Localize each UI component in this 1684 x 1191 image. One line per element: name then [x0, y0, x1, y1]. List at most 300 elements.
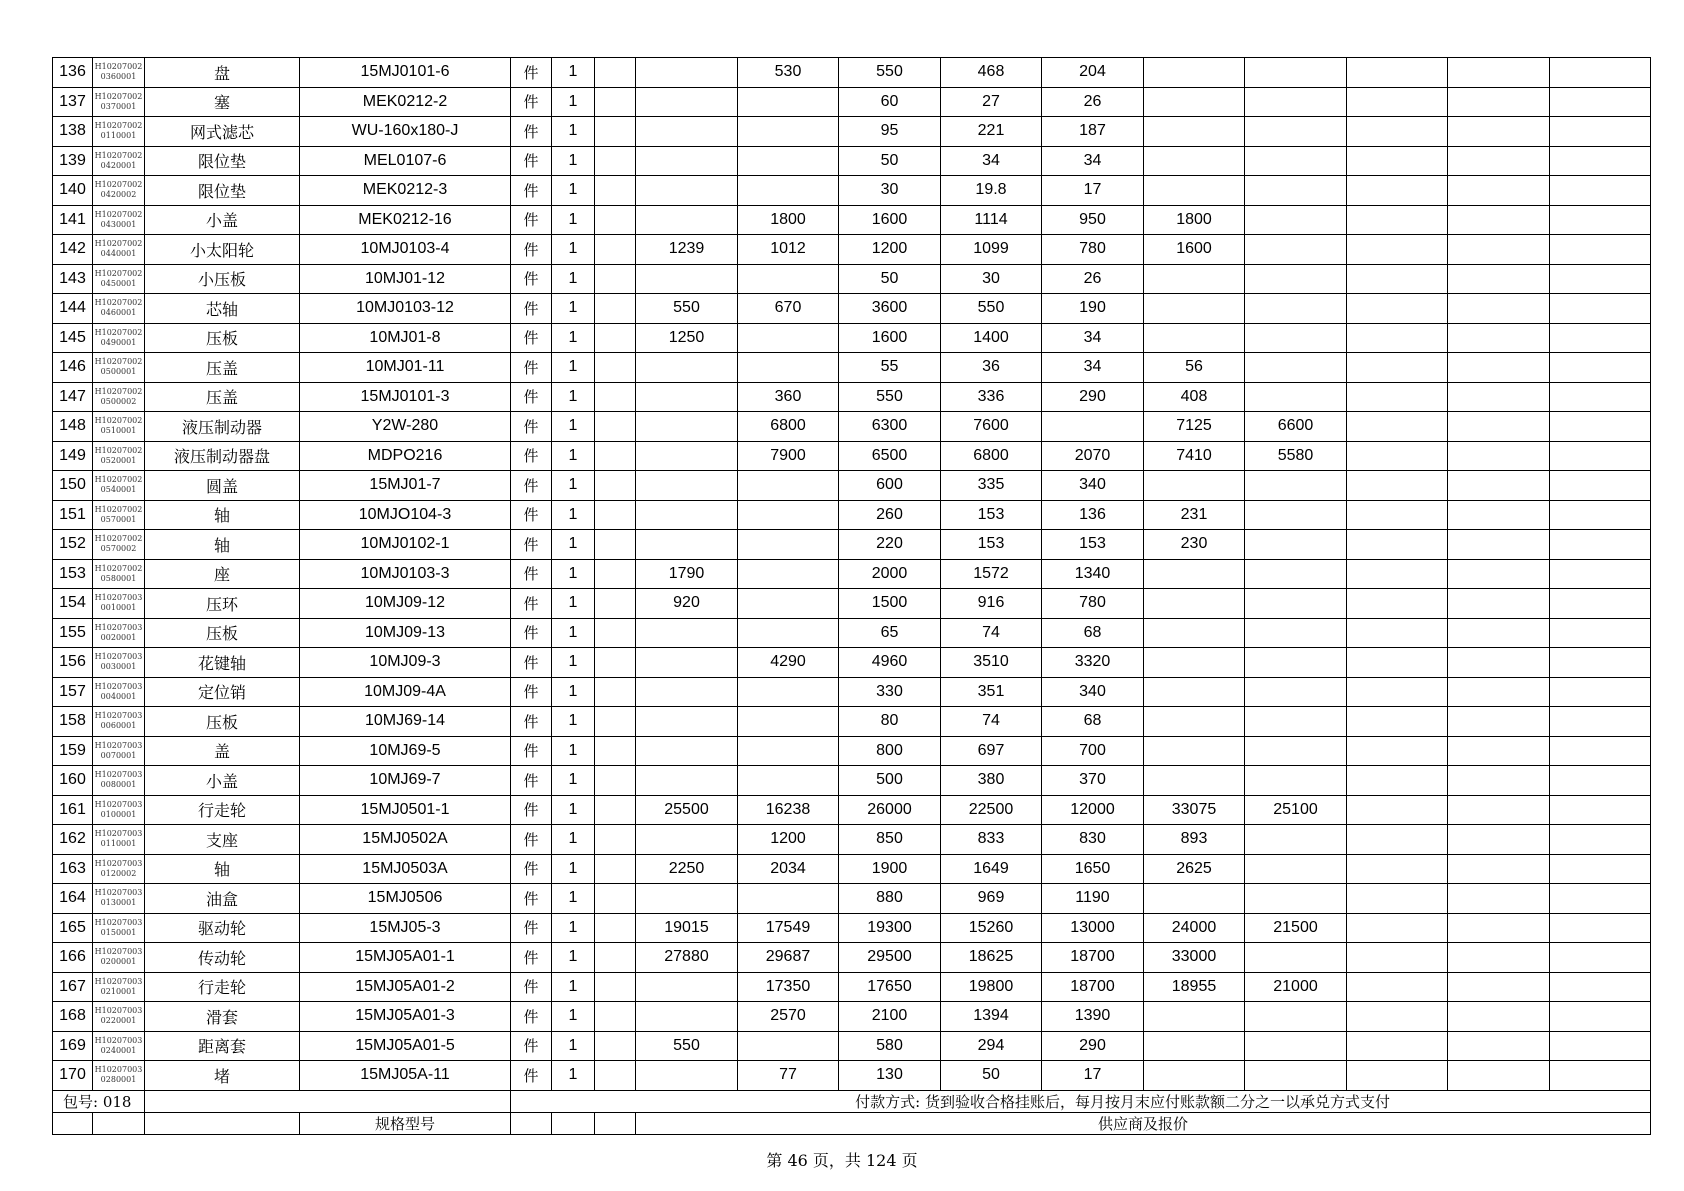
material-code-line: 0010001	[100, 603, 137, 613]
material-code	[93, 795, 145, 825]
spec-model: 10MJ01-12	[300, 264, 511, 294]
price-cell	[1347, 618, 1448, 648]
price-cell: 68	[1042, 618, 1144, 648]
material-code-line: H10207003	[94, 681, 143, 691]
price-cell	[1245, 618, 1347, 648]
price-cell	[1144, 648, 1245, 678]
material-code-line: 0360001	[100, 72, 137, 82]
material-code	[93, 1061, 145, 1091]
material-code	[93, 559, 145, 589]
price-cell	[1448, 176, 1550, 206]
price-cell: 34	[941, 146, 1042, 176]
price-cell	[1347, 205, 1448, 235]
table-row	[53, 736, 1651, 766]
price-cell	[1347, 87, 1448, 117]
price-cell	[595, 589, 636, 619]
price-cell	[1144, 1002, 1245, 1032]
price-cell	[595, 884, 636, 914]
material-code-line: 0580001	[100, 573, 137, 583]
part-name: 盘	[145, 58, 300, 88]
price-cell: 25100	[1245, 795, 1347, 825]
row-number: 140	[53, 176, 93, 206]
price-cell: 18700	[1042, 943, 1144, 973]
price-cell: 19800	[941, 972, 1042, 1002]
spec-model: 15MJ0506	[300, 884, 511, 914]
price-cell: 33075	[1144, 795, 1245, 825]
material-code	[93, 146, 145, 176]
table-row	[53, 1061, 1651, 1091]
spec-model: WU-160x180-J	[300, 117, 511, 147]
row-number: 168	[53, 1002, 93, 1032]
price-cell: 7410	[1144, 441, 1245, 471]
price-cell: 290	[1042, 1031, 1144, 1061]
unit: 件	[511, 972, 552, 1002]
quantity: 1	[552, 146, 595, 176]
row-number: 145	[53, 323, 93, 353]
part-name: 传动轮	[145, 943, 300, 973]
material-code	[93, 1002, 145, 1032]
material-code	[93, 854, 145, 884]
price-cell: 380	[941, 766, 1042, 796]
material-code	[93, 884, 145, 914]
price-cell	[595, 264, 636, 294]
part-name: 压板	[145, 707, 300, 737]
material-code-line: H10207002	[94, 121, 143, 131]
row-number: 147	[53, 382, 93, 412]
unit: 件	[511, 58, 552, 88]
price-cell	[738, 323, 839, 353]
unit: 件	[511, 294, 552, 324]
part-name: 网式滤芯	[145, 117, 300, 147]
price-cell	[1245, 235, 1347, 265]
price-cell	[595, 1031, 636, 1061]
part-name: 轴	[145, 500, 300, 530]
price-cell	[1550, 323, 1651, 353]
price-cell	[1144, 618, 1245, 648]
price-cell: 17549	[738, 913, 839, 943]
material-code	[93, 176, 145, 206]
material-code-line: H10207002	[94, 150, 143, 160]
spec-model: 15MJ05A01-5	[300, 1031, 511, 1061]
price-cell	[1347, 677, 1448, 707]
material-code-line: H10207002	[94, 239, 143, 249]
price-cell: 19.8	[941, 176, 1042, 206]
price-cell	[1448, 294, 1550, 324]
price-cell	[1347, 412, 1448, 442]
price-cell: 130	[839, 1061, 941, 1091]
table-row	[53, 294, 1651, 324]
price-cell	[1347, 441, 1448, 471]
price-cell	[1245, 87, 1347, 117]
price-cell: 7900	[738, 441, 839, 471]
price-cell: 1390	[1042, 1002, 1144, 1032]
price-cell	[1448, 264, 1550, 294]
material-code	[93, 87, 145, 117]
price-cell	[1347, 353, 1448, 383]
part-name: 芯轴	[145, 294, 300, 324]
price-cell	[1245, 500, 1347, 530]
price-cell: 3600	[839, 294, 941, 324]
table-row	[53, 943, 1651, 973]
price-cell	[1448, 1002, 1550, 1032]
price-cell: 500	[839, 766, 941, 796]
price-cell: 1400	[941, 323, 1042, 353]
price-cell	[738, 677, 839, 707]
price-cell: 468	[941, 58, 1042, 88]
row-number: 144	[53, 294, 93, 324]
quantity: 1	[552, 294, 595, 324]
price-cell: 550	[636, 294, 738, 324]
price-cell	[1550, 471, 1651, 501]
unit: 件	[511, 1002, 552, 1032]
table-row	[53, 117, 1651, 147]
price-cell	[636, 382, 738, 412]
table-row	[53, 1031, 1651, 1061]
material-code-line: H10207002	[94, 298, 143, 308]
material-code	[93, 294, 145, 324]
price-cell	[1347, 176, 1448, 206]
material-code-line: 0570001	[100, 514, 137, 524]
part-name: 轴	[145, 854, 300, 884]
price-cell	[1347, 766, 1448, 796]
row-number: 163	[53, 854, 93, 884]
price-cell: 2100	[839, 1002, 941, 1032]
part-name: 定位销	[145, 677, 300, 707]
price-cell: 74	[941, 707, 1042, 737]
price-cell	[1347, 530, 1448, 560]
price-cell	[1245, 1031, 1347, 1061]
price-cell	[1245, 530, 1347, 560]
table-row	[53, 500, 1651, 530]
price-cell	[1448, 854, 1550, 884]
price-cell	[1347, 1002, 1448, 1032]
price-cell	[1144, 559, 1245, 589]
price-cell	[636, 618, 738, 648]
header-cell	[595, 1112, 636, 1134]
material-code-line: 0500002	[100, 396, 137, 406]
table-row	[53, 589, 1651, 619]
row-number: 153	[53, 559, 93, 589]
price-cell: 330	[839, 677, 941, 707]
price-cell: 1650	[1042, 854, 1144, 884]
price-cell	[1550, 294, 1651, 324]
price-cell	[1550, 736, 1651, 766]
table-row	[53, 1002, 1651, 1032]
price-cell	[1448, 648, 1550, 678]
price-cell	[738, 87, 839, 117]
header-cell	[53, 1112, 93, 1134]
material-code-line: 0440001	[100, 249, 137, 259]
unit: 件	[511, 943, 552, 973]
material-code-line: 0040001	[100, 691, 137, 701]
material-code	[93, 353, 145, 383]
price-cell: 670	[738, 294, 839, 324]
price-cell: 1200	[839, 235, 941, 265]
price-cell	[1245, 943, 1347, 973]
price-cell: 780	[1042, 589, 1144, 619]
unit: 件	[511, 825, 552, 855]
price-cell: 221	[941, 117, 1042, 147]
price-cell	[1245, 264, 1347, 294]
price-cell	[1550, 500, 1651, 530]
row-number: 146	[53, 353, 93, 383]
material-code-line: H10207002	[94, 209, 143, 219]
price-cell	[1448, 500, 1550, 530]
price-cell	[1448, 323, 1550, 353]
table-row	[53, 382, 1651, 412]
price-cell	[595, 58, 636, 88]
material-code-line: 0510001	[100, 426, 137, 436]
material-code-line: 0070001	[100, 750, 137, 760]
table-row	[53, 766, 1651, 796]
quantity: 1	[552, 677, 595, 707]
price-cell	[595, 500, 636, 530]
price-cell	[1144, 1061, 1245, 1091]
price-cell	[636, 353, 738, 383]
spec-model: 10MJ09-3	[300, 648, 511, 678]
material-code-line: H10207002	[94, 475, 143, 485]
price-cell	[1347, 884, 1448, 914]
price-cell	[1347, 854, 1448, 884]
price-cell: 360	[738, 382, 839, 412]
table-row	[53, 648, 1651, 678]
row-number: 157	[53, 677, 93, 707]
material-code-line: 0570002	[100, 544, 137, 554]
price-cell	[1144, 677, 1245, 707]
price-cell: 893	[1144, 825, 1245, 855]
price-cell	[595, 205, 636, 235]
row-number: 148	[53, 412, 93, 442]
price-cell: 290	[1042, 382, 1144, 412]
spec-model: MEK0212-16	[300, 205, 511, 235]
spec-model: 10MJ09-12	[300, 589, 511, 619]
quantity: 1	[552, 530, 595, 560]
row-number: 142	[53, 235, 93, 265]
price-cell	[595, 441, 636, 471]
price-cell	[636, 500, 738, 530]
table-row	[53, 264, 1651, 294]
part-name: 小太阳轮	[145, 235, 300, 265]
price-cell	[1347, 795, 1448, 825]
price-cell	[636, 677, 738, 707]
price-cell	[1550, 972, 1651, 1002]
unit: 件	[511, 766, 552, 796]
table-row	[53, 205, 1651, 235]
material-code	[93, 500, 145, 530]
material-code	[93, 648, 145, 678]
price-cell	[1245, 677, 1347, 707]
part-name: 压盖	[145, 353, 300, 383]
header-row	[53, 1112, 1651, 1134]
price-cell: 1340	[1042, 559, 1144, 589]
price-cell: 1250	[636, 323, 738, 353]
price-cell	[738, 176, 839, 206]
price-cell: 34	[1042, 146, 1144, 176]
price-cell	[1245, 736, 1347, 766]
unit: 件	[511, 382, 552, 412]
price-cell	[636, 58, 738, 88]
row-number: 151	[53, 500, 93, 530]
spec-model: 10MJ09-4A	[300, 677, 511, 707]
price-cell	[1245, 205, 1347, 235]
price-cell	[1448, 884, 1550, 914]
spec-model: 15MJ05A01-2	[300, 972, 511, 1002]
material-code-line: H10207003	[94, 858, 143, 868]
price-cell: 600	[839, 471, 941, 501]
part-name: 限位垫	[145, 146, 300, 176]
price-cell	[1144, 323, 1245, 353]
price-cell: 1200	[738, 825, 839, 855]
price-cell: 2000	[839, 559, 941, 589]
price-cell: 1114	[941, 205, 1042, 235]
unit: 件	[511, 677, 552, 707]
price-cell: 18625	[941, 943, 1042, 973]
material-code	[93, 766, 145, 796]
price-cell	[738, 707, 839, 737]
price-cell	[1347, 913, 1448, 943]
price-cell	[1347, 1061, 1448, 1091]
material-code	[93, 323, 145, 353]
price-cell	[1347, 943, 1448, 973]
price-cell: 34	[1042, 323, 1144, 353]
price-cell: 33000	[1144, 943, 1245, 973]
unit: 件	[511, 264, 552, 294]
price-cell: 1239	[636, 235, 738, 265]
price-cell	[636, 146, 738, 176]
price-cell: 916	[941, 589, 1042, 619]
price-cell	[595, 530, 636, 560]
spec-model: 15MJ05-3	[300, 913, 511, 943]
price-cell: 26000	[839, 795, 941, 825]
spec-model: 10MJ0103-4	[300, 235, 511, 265]
price-cell	[636, 648, 738, 678]
price-cell	[1550, 707, 1651, 737]
price-cell: 18700	[1042, 972, 1144, 1002]
price-cell	[1550, 530, 1651, 560]
price-cell	[595, 736, 636, 766]
price-cell	[1550, 264, 1651, 294]
row-number: 166	[53, 943, 93, 973]
price-cell: 26	[1042, 264, 1144, 294]
part-name: 圆盖	[145, 471, 300, 501]
material-code-line: H10207003	[94, 1006, 143, 1016]
price-cell	[1448, 58, 1550, 88]
price-cell: 95	[839, 117, 941, 147]
price-cell	[1347, 648, 1448, 678]
part-name: 塞	[145, 87, 300, 117]
quantity: 1	[552, 707, 595, 737]
price-cell: 2070	[1042, 441, 1144, 471]
price-cell	[1448, 146, 1550, 176]
price-cell: 950	[1042, 205, 1144, 235]
price-cell	[1245, 1002, 1347, 1032]
quantity: 1	[552, 471, 595, 501]
part-name: 滑套	[145, 1002, 300, 1032]
quantity: 1	[552, 1002, 595, 1032]
unit: 件	[511, 736, 552, 766]
price-cell	[1550, 117, 1651, 147]
price-cell	[1448, 382, 1550, 412]
quantity: 1	[552, 618, 595, 648]
price-cell: 21500	[1245, 913, 1347, 943]
price-cell	[738, 559, 839, 589]
price-cell: 5580	[1245, 441, 1347, 471]
price-cell	[1550, 412, 1651, 442]
price-cell: 700	[1042, 736, 1144, 766]
material-code-line: H10207002	[94, 563, 143, 573]
price-cell	[1448, 972, 1550, 1002]
material-code-line: 0030001	[100, 662, 137, 672]
table-row	[53, 825, 1651, 855]
price-cell	[1245, 854, 1347, 884]
unit: 件	[511, 117, 552, 147]
price-cell: 408	[1144, 382, 1245, 412]
price-cell	[1347, 382, 1448, 412]
part-name: 压板	[145, 323, 300, 353]
price-cell: 3320	[1042, 648, 1144, 678]
price-cell: 60	[839, 87, 941, 117]
part-name: 支座	[145, 825, 300, 855]
price-cell	[1550, 795, 1651, 825]
spec-model: 15MJ01-7	[300, 471, 511, 501]
material-code	[93, 117, 145, 147]
price-cell: 1012	[738, 235, 839, 265]
row-number: 160	[53, 766, 93, 796]
table-row	[53, 530, 1651, 560]
price-cell	[636, 972, 738, 1002]
price-cell	[1245, 294, 1347, 324]
material-code-line: H10207003	[94, 888, 143, 898]
material-code-line: H10207003	[94, 829, 143, 839]
spec-model: 15MJ0101-3	[300, 382, 511, 412]
price-cell	[595, 1002, 636, 1032]
price-cell	[1144, 58, 1245, 88]
payment-terms: 付款方式: 货到验收合格挂账后，每月按月末应付账款额二分之一以承兑方式支付	[511, 1090, 1651, 1112]
quantity: 1	[552, 205, 595, 235]
price-cell	[1550, 618, 1651, 648]
price-cell	[595, 87, 636, 117]
price-cell	[636, 1061, 738, 1091]
price-cell	[636, 766, 738, 796]
price-cell	[1245, 471, 1347, 501]
price-cell	[738, 766, 839, 796]
price-cell: 1600	[839, 205, 941, 235]
price-cell	[1550, 441, 1651, 471]
material-code-line: H10207002	[94, 445, 143, 455]
price-cell	[595, 854, 636, 884]
price-cell	[595, 972, 636, 1002]
material-code-line: H10207002	[94, 504, 143, 514]
price-cell	[738, 146, 839, 176]
table-row	[53, 87, 1651, 117]
price-cell: 27880	[636, 943, 738, 973]
price-cell	[636, 471, 738, 501]
price-cell	[1245, 766, 1347, 796]
price-cell: 550	[636, 1031, 738, 1061]
price-cell: 1790	[636, 559, 738, 589]
unit: 件	[511, 412, 552, 442]
price-cell	[1144, 294, 1245, 324]
unit: 件	[511, 1031, 552, 1061]
material-code-line: H10207003	[94, 740, 143, 750]
price-cell	[595, 323, 636, 353]
quantity: 1	[552, 382, 595, 412]
quantity: 1	[552, 854, 595, 884]
price-cell	[1347, 972, 1448, 1002]
price-cell	[1245, 382, 1347, 412]
price-cell: 336	[941, 382, 1042, 412]
price-cell: 230	[1144, 530, 1245, 560]
